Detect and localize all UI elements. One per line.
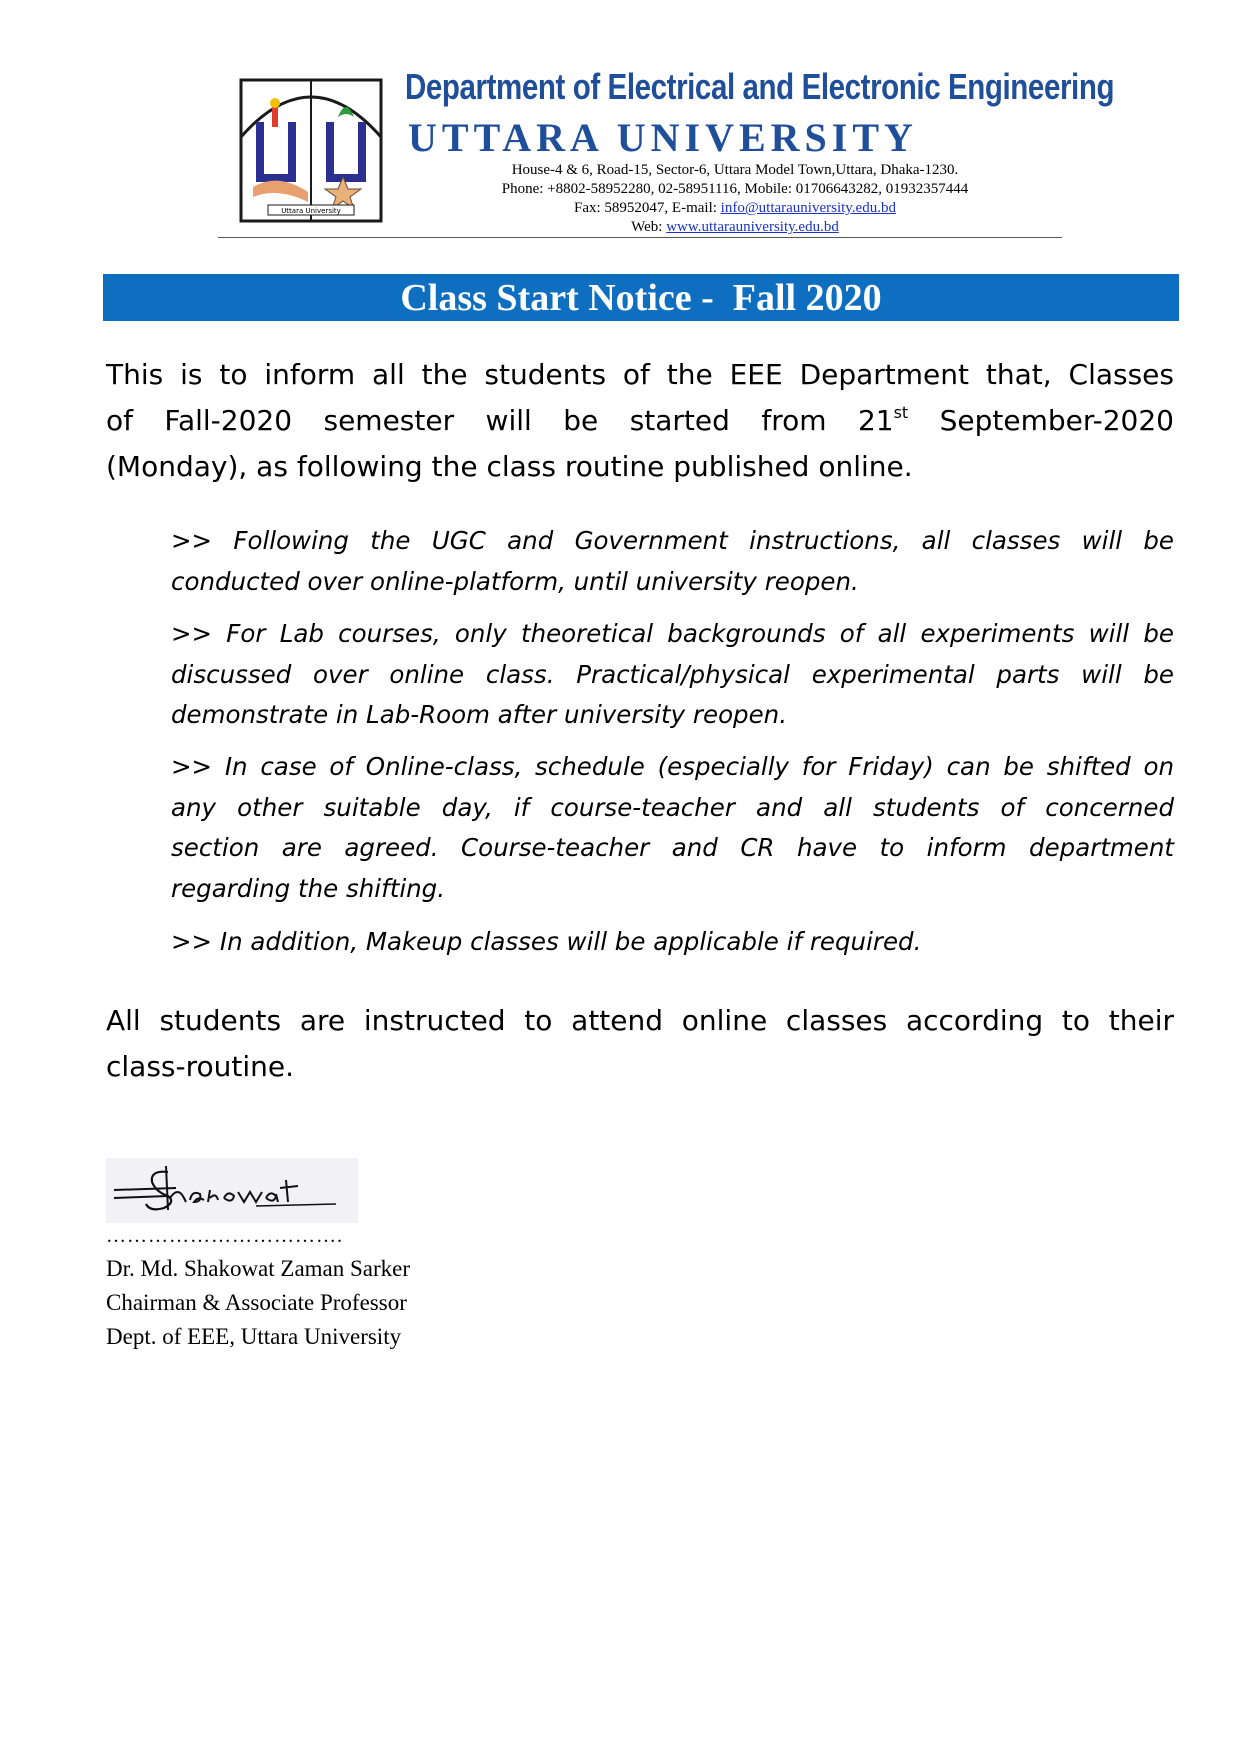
header-divider [218,237,1062,238]
signer-name: Dr. Md. Shakowat Zaman Sarker [106,1256,411,1281]
ordinal-suffix: st [893,403,909,422]
intro-paragraph [106,352,1174,490]
web-line [405,219,1065,236]
intro-line [106,398,1174,444]
web-label: Web: [631,219,667,235]
bullet-line: >> In addition, Makeup classes will be applicable if required. [171,927,922,956]
bullet-item [171,747,1174,909]
closing-paragraph [106,998,1174,1090]
closing-line: class-routine. [106,1050,295,1083]
signer-title: Chairman & Associate Professor [106,1290,407,1315]
bullet-line: >> Following the UGC and Government instructions, all classes will be [171,526,1174,555]
web-link[interactable]: www.uttarauniversity.edu.bd [666,219,839,235]
logo-caption: Uttara University [281,207,341,215]
bullet-line: conducted over online-platform, until university reopen. [171,566,859,596]
signature-image [106,1158,358,1223]
bullet-item [171,922,1174,963]
bullet-line: demonstrate in Lab-Room after university reopen. [171,700,787,729]
signer-department: Dept. of EEE, Uttara University [106,1324,402,1349]
notice-banner [103,274,1179,321]
department-title: Department of Electrical and Electronic Engineering [405,66,1115,107]
notice-title: Class Start Notice - Fall 2020 [400,276,882,319]
intro-text: September-2020 [908,404,1174,437]
bullet-line: >> For Lab courses, only theoretical backgrounds of all experiments will be [171,619,1174,648]
intro-line: This is to inform all the students of the EEE Department that, Classes [106,358,1174,391]
bullet-line: regarding the shifting. [171,873,446,903]
signature-dots: ……………………………. [106,1225,343,1247]
closing-line: All students are instructed to attend online classes according to their [106,1004,1174,1037]
address-line: House-4 & 6, Road-15, Sector-6, Uttara Model Town,Uttara, Dhaka-1230. [511,162,959,178]
fax-label: Fax: 58952047, E-mail: [574,200,721,216]
bullet-item [171,614,1174,736]
intro-line: (Monday), as following the class routine published online. [106,450,913,483]
phone-line: Phone: +8802-58952280, 02-58951116, Mobile: 01706643282, 01932357444 [501,181,969,197]
university-logo [238,77,384,224]
fax-email-line [405,200,1065,217]
email-link[interactable]: info@uttarauniversity.edu.bd [720,200,896,216]
intro-text: of Fall-2020 semester will be started from 21 [106,404,894,437]
bullet-line: >> In case of Online-class, schedule (especially for Friday) can be shifted on [171,752,1174,781]
bullet-line: discussed over online class. Practical/physical experimental parts will be [171,659,1174,689]
bullet-line: any other suitable day, if course-teacher and all students of concerned [171,792,1174,822]
bullet-line: section are agreed. Course-teacher and CR have to inform department [171,833,1174,862]
bullet-item [171,521,1174,602]
university-title: UTTARA UNIVERSITY [408,115,918,160]
